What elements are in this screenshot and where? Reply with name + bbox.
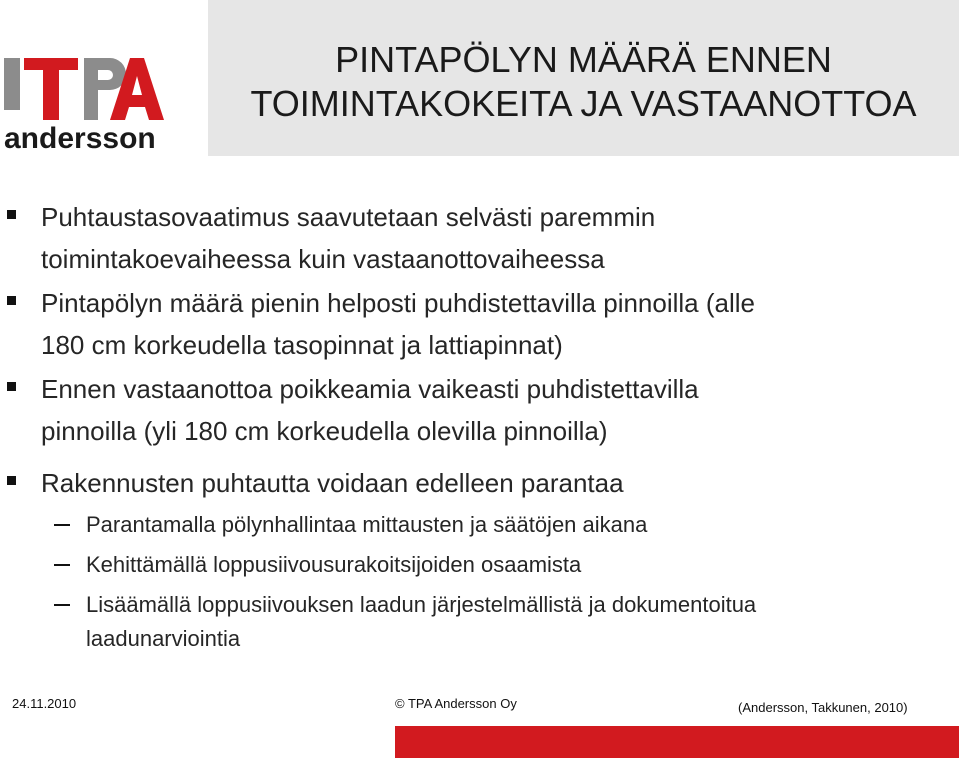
bullet-text: Puhtaustasovaatimus saavutetaan selvästi paremmin toimintakoevaiheessa kuin vastaanottovaiheessa <box>41 202 656 274</box>
sub-bullet-text: Lisäämällä loppusiivouksen laadun järjestelmällistä ja dokumentoitua laadunarviointia <box>86 592 757 651</box>
square-bullet-icon <box>7 210 16 219</box>
footer-copyright: © TPA Andersson Oy <box>395 696 517 711</box>
bullet-text: Rakennusten puhtautta voidaan edelleen parantaa <box>41 468 624 498</box>
title-line-2: TOIMINTAKOKEITA JA VASTAANOTTOA <box>250 83 917 124</box>
footer-date: 24.11.2010 <box>12 696 77 711</box>
bullet-text: Ennen vastaanottoa poikkeamia vaikeasti puhdistettavilla pinnoilla (yli 180 cm korkeudella olevilla pinnoilla) <box>41 374 699 446</box>
slide-title <box>208 38 959 126</box>
footer-reference: (Andersson, Takkunen, 2010) <box>738 700 908 715</box>
sub-bullet-text: Parantamalla pölynhallintaa mittausten ja säätöjen aikana <box>86 512 648 537</box>
square-bullet-icon <box>7 476 16 485</box>
logo-company-name: andersson <box>4 122 156 154</box>
footer-red-bar <box>395 726 959 758</box>
dash-bullet-icon <box>54 524 70 526</box>
square-bullet-icon <box>7 296 16 305</box>
bullet-text: Pintapölyn määrä pienin helposti puhdistettavilla pinnoilla (alle 180 cm korkeudella tasopinnat ja lattiapinnat) <box>41 288 755 360</box>
sub-bullet-text: Kehittämällä loppusiivousurakoitsijoiden osaamista <box>86 552 582 577</box>
dash-bullet-icon <box>54 604 70 606</box>
title-line-1: PINTAPÖLYN MÄÄRÄ ENNEN <box>335 39 832 80</box>
dash-bullet-icon <box>54 564 70 566</box>
tpa-andersson-logo <box>0 48 168 154</box>
square-bullet-icon <box>7 382 16 391</box>
